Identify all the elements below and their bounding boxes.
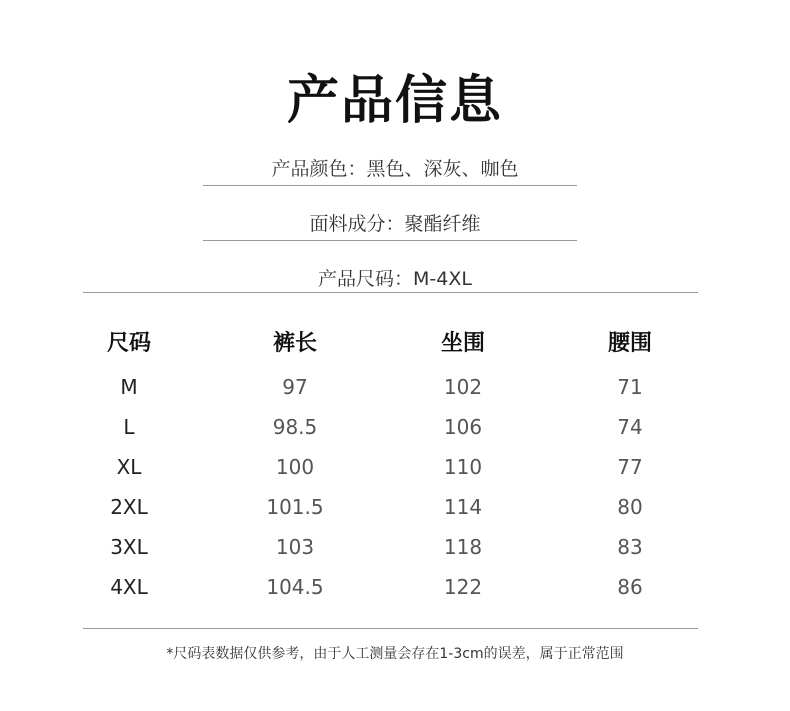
waist-cell: 74 <box>617 415 643 439</box>
seat-cell: 102 <box>443 375 483 399</box>
size-cell: L <box>123 415 135 439</box>
product-sizes-text: 产品尺码：M-4XL <box>318 268 472 290</box>
table-header-row <box>0 322 790 372</box>
size-cell: 4XL <box>110 575 148 599</box>
fabric-composition-text: 面料成分：聚酯纤维 <box>309 213 481 235</box>
pants-length-cell: 97 <box>282 375 308 399</box>
header-pants-length: 裤长 <box>272 331 317 356</box>
header-size: 尺码 <box>106 331 151 356</box>
table-row <box>0 375 790 415</box>
pants-length-cell: 103 <box>275 535 315 559</box>
waist-cell: 71 <box>617 375 643 399</box>
divider-colors <box>203 185 577 186</box>
header-seat: 坐围 <box>440 331 485 356</box>
waist-cell: 77 <box>617 455 643 479</box>
divider-fabric <box>203 240 577 241</box>
pants-length-cell: 104.5 <box>266 575 324 599</box>
seat-cell: 114 <box>443 495 483 519</box>
pants-length-cell: 101.5 <box>266 495 324 519</box>
seat-cell: 106 <box>443 415 483 439</box>
size-cell: 3XL <box>110 535 148 559</box>
seat-cell: 118 <box>443 535 483 559</box>
seat-cell: 110 <box>443 455 483 479</box>
waist-cell: 80 <box>617 495 643 519</box>
header-waist: 腰围 <box>607 331 652 356</box>
size-cell: M <box>120 375 138 399</box>
table-row <box>0 455 790 495</box>
size-table <box>0 322 790 615</box>
seat-cell: 122 <box>443 575 483 599</box>
table-row <box>0 535 790 575</box>
pants-length-cell: 98.5 <box>272 415 318 439</box>
waist-cell: 83 <box>617 535 643 559</box>
product-colors-text: 产品颜色：黑色、深灰、咖色 <box>271 158 519 180</box>
size-cell: XL <box>116 455 142 479</box>
measurement-note: *尺码表数据仅供参考，由于人工测量会存在1-3cm的误差，属于正常范围 <box>166 646 624 662</box>
table-row <box>0 415 790 455</box>
waist-cell: 86 <box>617 575 643 599</box>
table-row <box>0 495 790 535</box>
page-title: 产品信息 <box>286 71 503 131</box>
divider-table-bottom <box>83 628 698 629</box>
table-row <box>0 575 790 615</box>
size-cell: 2XL <box>110 495 148 519</box>
divider-table-top <box>83 292 698 293</box>
pants-length-cell: 100 <box>275 455 315 479</box>
